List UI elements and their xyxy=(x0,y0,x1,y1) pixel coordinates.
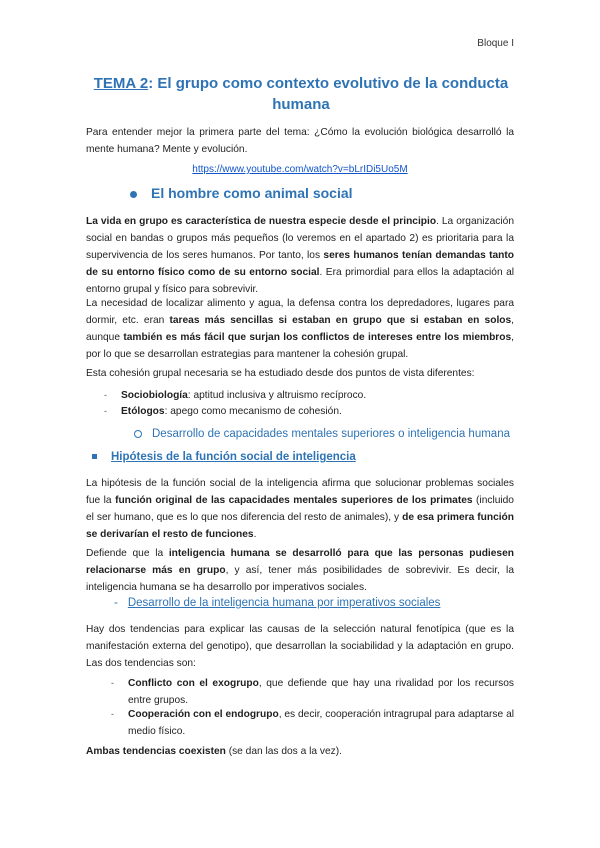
section3-heading: - Desarrollo de la inteligencia humana por imperativos sociales xyxy=(114,597,441,609)
bullet-dot-icon xyxy=(130,191,137,198)
list-item: - Etólogos: apego como mecanismo de cohesión. xyxy=(121,403,342,420)
section1-paragraph-2: La necesidad de localizar alimento y agua, la defensa contra los depredadores, lugares para dormir, etc. eran tareas más sencillas si estaban en grupo que si estaban en solos, aunque también es más fácil que surjan los conflictos de intereses entre los miembros, por lo que se desarrollan estrategias para mantener la cohesión grupal. xyxy=(86,298,515,360)
dash-bullet-icon: - xyxy=(104,390,107,400)
dash-bullet-icon: - xyxy=(111,678,114,688)
square-bullet-icon xyxy=(92,454,97,459)
header-section-label: Bloque I xyxy=(477,38,514,49)
list-item: - Conflicto con el exogrupo, que defiende que hay una rivalidad por los recursos entre grupos. xyxy=(128,675,514,709)
section1-paragraph-1: La vida en grupo es característica de nuestra especie desde el principio. La organización social en bandas o grupos más pequeños (lo veremos en el apartado 2) es prioritaria para la supervivencia de los seres humanos. Por tanto, los seres humanos tenían demandas tanto de su entorno físico como de su entorno social. Era primordial para ellos la adaptación al entorno grupal y físico para sobrevivir. xyxy=(86,216,514,295)
page-title xyxy=(86,73,516,115)
section3-final-paragraph: Ambas tendencias coexisten (se dan las dos a la vez). xyxy=(86,746,342,757)
section2-paragraph-2: Defiende que la inteligencia humana se desarrolló para que las personas pudiesen relacionarse más en grupo, y así, tener más posibilidades de sobrevivir. Es decir, la inteligencia humana se ha desarrollo por imperativos sociales. xyxy=(86,548,514,593)
list-item: - Cooperación con el endogrupo, es decir, cooperación intragrupal para adaptarse al medio físico. xyxy=(128,706,514,740)
section3-paragraph-1: Hay dos tendencias para explicar las causas de la selección natural fenotípica (que es la manifestación externa del genotipo), que desarrollan la sociabilidad y la adaptación en grupo. Las dos tendencias son: xyxy=(86,624,514,669)
section2-paragraph-1: La hipótesis de la función social de la inteligencia afirma que solucionar problemas sociales fue la función original de las capacidades mentales superiores de los primates (incluido el ser humano, que es lo que nos diferencia del resto de animales), y de esa primera función se derivarían el resto de funciones. xyxy=(86,478,515,540)
section1-heading: El hombre como animal social xyxy=(130,185,353,201)
subheading-capacidades: Desarrollo de capacidades mentales superiores o inteligencia humana xyxy=(134,428,510,440)
section1-paragraph-3: Esta cohesión grupal necesaria se ha estudiado desde dos puntos de vista diferentes: xyxy=(86,368,475,379)
circle-bullet-icon xyxy=(134,430,142,438)
title-tema-link[interactable]: TEMA 2 xyxy=(93,75,149,92)
dash-bullet-icon: - xyxy=(111,709,114,719)
video-link[interactable]: https://www.youtube.com/watch?v=bLrIDi5Uo5M xyxy=(192,164,408,175)
section2-heading: Hipótesis de la función social de inteligencia xyxy=(92,451,356,463)
intro-paragraph: Para entender mejor la primera parte del tema: ¿Cómo la evolución biológica desarrolló la mente humana? Mente y evolución. xyxy=(86,127,514,155)
dash-bullet-icon: - xyxy=(104,406,107,416)
title-text: : El grupo como contexto evolutivo de la conducta humana xyxy=(148,75,509,113)
list-item: - Sociobiología: aptitud inclusiva y altruismo recíproco. xyxy=(121,387,366,404)
dash-bullet-icon: - xyxy=(114,597,118,609)
